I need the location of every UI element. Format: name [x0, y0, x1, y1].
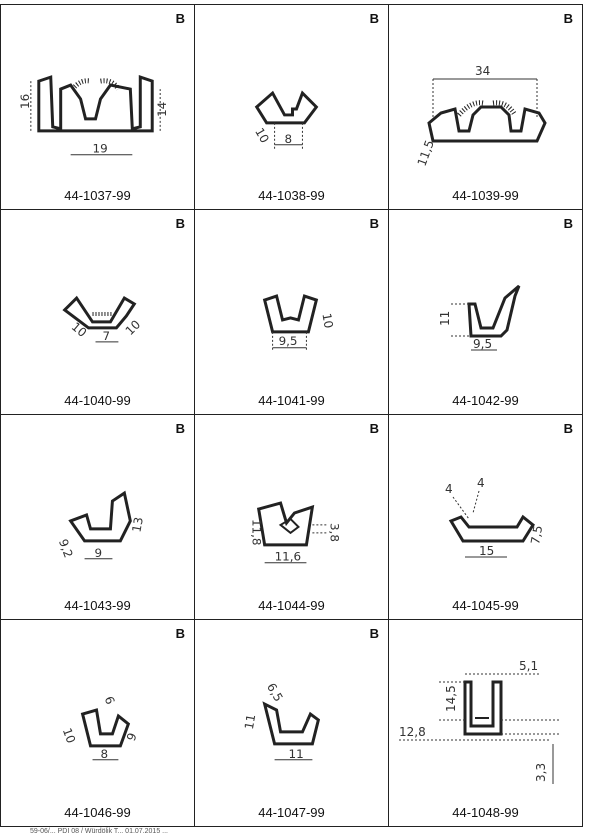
- profile-drawing: [389, 224, 582, 389]
- product-code: 44-1046-99: [64, 805, 131, 820]
- product-cell-4: [1, 210, 195, 415]
- dim-label: 15: [479, 544, 495, 558]
- badge: B: [369, 421, 379, 436]
- profile-drawing: [1, 429, 194, 594]
- dim-label: 11,6: [274, 549, 302, 564]
- product-code: 44-1039-99: [452, 188, 519, 203]
- badge: B: [563, 421, 573, 436]
- profile-drawing: [195, 634, 388, 799]
- dim-label: 12,8: [399, 725, 426, 739]
- product-code: 44-1037-99: [64, 188, 131, 203]
- product-cell-10: [1, 620, 195, 826]
- dim-label: 11,8: [249, 518, 264, 546]
- dim-label: 4: [477, 476, 485, 490]
- badge: B: [175, 216, 185, 231]
- page-footer: 59-06/... PDI 08 / Würdölik T... 01.07.2015 ...: [30, 828, 169, 835]
- profile-drawing: [389, 634, 582, 799]
- dim-label: 19: [92, 141, 108, 156]
- product-cell-11: [195, 620, 389, 826]
- product-code: 44-1042-99: [452, 393, 519, 408]
- dim-label: 11: [288, 746, 304, 761]
- dim-label: 7: [102, 328, 111, 343]
- product-cell-1: [1, 5, 195, 210]
- dim-label: 11,5: [414, 138, 437, 169]
- dim-label: 10: [59, 726, 79, 746]
- dim-label: 9,5: [278, 333, 298, 348]
- dim-label: 9: [123, 730, 140, 743]
- profile-drawing: [389, 429, 582, 594]
- badge: B: [369, 216, 379, 231]
- badge: B: [175, 421, 185, 436]
- profile-drawing: [389, 19, 582, 184]
- badge: B: [369, 626, 379, 641]
- product-cell-5: [195, 210, 389, 415]
- badge: B: [369, 11, 379, 26]
- dim-label: 14: [155, 101, 170, 117]
- profile-drawing: [195, 224, 388, 389]
- dim-label: 10: [68, 319, 90, 340]
- profile-drawing: [195, 19, 388, 184]
- badge: B: [563, 216, 573, 231]
- dim-label: 4: [445, 482, 453, 496]
- dim-label: 14,5: [444, 685, 458, 712]
- product-cell-3: [389, 5, 582, 210]
- dim-label: 6: [101, 694, 118, 707]
- product-code: 44-1038-99: [258, 188, 325, 203]
- product-code: 44-1048-99: [452, 805, 519, 820]
- dim-label: 9: [94, 545, 103, 560]
- dim-label: 6,5: [264, 680, 286, 705]
- product-cell-9: [389, 415, 582, 620]
- product-cell-12: [389, 620, 582, 826]
- dim-label: 9,5: [473, 337, 493, 351]
- profile-drawing: [1, 19, 194, 184]
- product-cell-8: [195, 415, 389, 620]
- dim-label: 34: [475, 64, 491, 78]
- dim-label: 9,2: [55, 537, 76, 560]
- dim-label: 5,1: [519, 659, 539, 673]
- dim-label: 8: [100, 746, 109, 761]
- dim-label: 3,3: [534, 762, 548, 782]
- product-cell-7: [1, 415, 195, 620]
- product-code: 44-1040-99: [64, 393, 131, 408]
- dim-label: 11: [241, 713, 259, 731]
- dim-label: 16: [17, 93, 32, 109]
- profile-drawing: [1, 634, 194, 799]
- dim-label: 10: [319, 312, 336, 330]
- badge: B: [175, 626, 185, 641]
- product-grid: [0, 4, 583, 827]
- dim-label: 10: [252, 125, 272, 146]
- dim-label: 10: [122, 317, 144, 338]
- product-code: 44-1044-99: [258, 598, 325, 613]
- product-code: 44-1047-99: [258, 805, 325, 820]
- profile-drawing: [195, 429, 388, 594]
- dim-label: 13: [129, 516, 146, 534]
- product-code: 44-1043-99: [64, 598, 131, 613]
- dim-label: 7,5: [528, 524, 546, 546]
- badge: B: [175, 11, 185, 26]
- dim-label: 8: [284, 131, 293, 146]
- product-cell-6: [389, 210, 582, 415]
- profile-drawing: [1, 224, 194, 389]
- dim-label: 3,8: [327, 522, 342, 542]
- badge: B: [563, 11, 573, 26]
- product-cell-2: [195, 5, 389, 210]
- product-code: 44-1041-99: [258, 393, 325, 408]
- product-code: 44-1045-99: [452, 598, 519, 613]
- dim-label: 11: [438, 310, 452, 326]
